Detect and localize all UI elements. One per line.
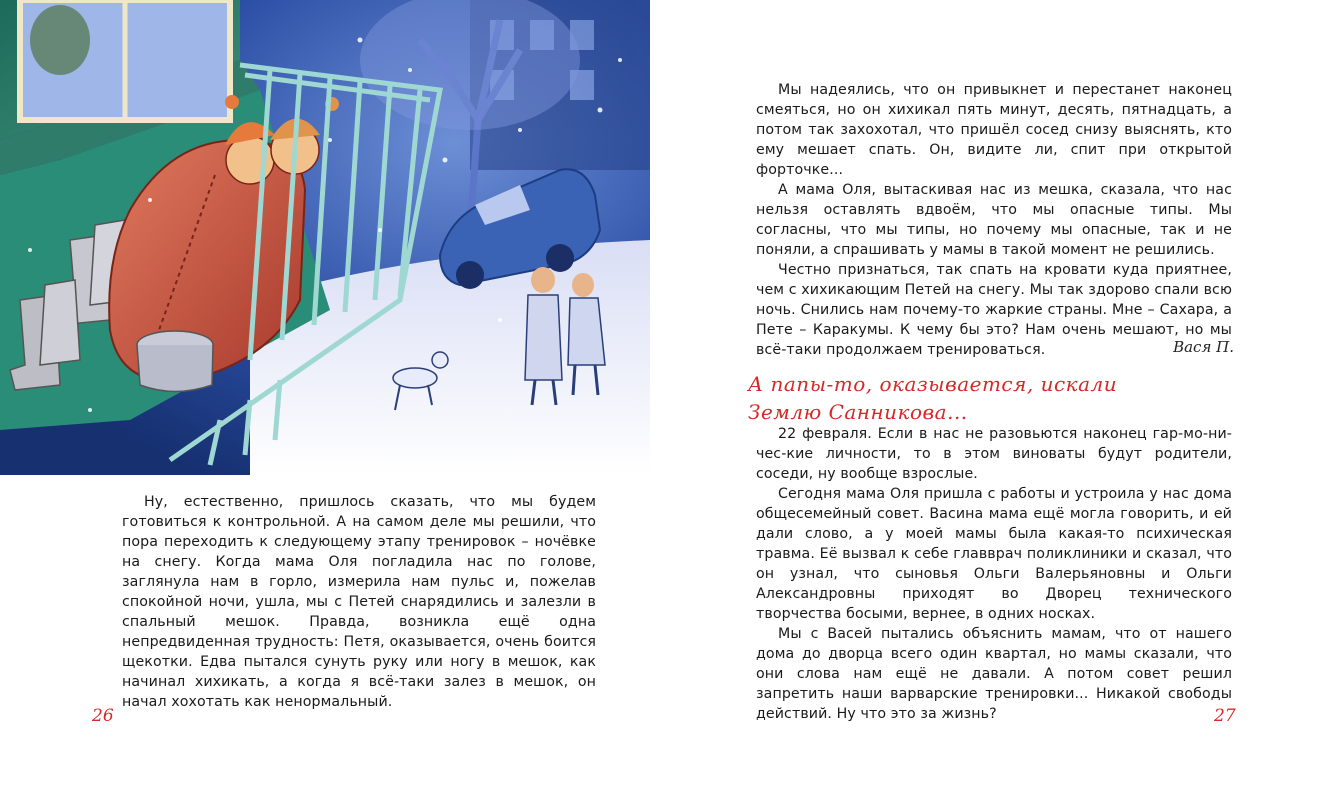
page-number-right: 27 <box>1214 706 1236 726</box>
left-page-text <box>122 492 596 712</box>
paragraph: Сегодня мама Оля пришла с работы и устроила у нас дома общесемейный совет. Васина мама ещё могла говорить, и ей дали слово, а у моей мамы была какая-то психическая травма. Её вызвал к себе главврач поликлиники и сказал, что он узнал, что сыновья Ольги Валерьяновны и Ольги Александровны приходят во Дворец технического творчества босыми, вернее, в одних носках. <box>756 486 1232 622</box>
page-number-left: 26 <box>92 706 114 726</box>
heading-line-2: Землю Санникова... <box>748 400 968 424</box>
right-page-text-top <box>756 80 1232 360</box>
signature: Вася П. <box>1173 338 1234 356</box>
paragraph: Мы с Васей пытались объяснить мамам, что от нашего дома до дворца всего один квартал, но мамы сказали, что они слова нам ещё не давали. А потом совет решил запретить наши варварские тренировки... Никакой свободы действий. Ну что это за жизнь? <box>756 626 1232 722</box>
paragraph: Честно признаться, так спать на кровати куда приятнее, чем с хихикающим Петей на снегу. Мы так здорово спали всю ночь. Снились нам почему-то жаркие страны. Мне – Сахара, а Пете – Каракумы. К чему бы это? Нам очень мешают, но мы всё-таки продолжаем тренироваться. <box>756 262 1232 358</box>
balcony-night-illustration <box>0 0 650 475</box>
left-paragraph: Ну, естественно, пришлось сказать, что мы будем готовиться к контрольной. А на самом деле мы решили, что пора переходить к следующему этапу тренировок – ночёвке на снегу. Когда мама Оля погладила нас по голове, заглянула нам в горло, измерила нам пульс и, пожелав спокойной ночи, ушла, мы с Петей снарядились и залезли в спальный мешок. Правда, возникла ещё одна непредвиденная трудность: Петя, оказывается, очень боится щекотки. Едва пытался сунуть руку или ногу в мешок, как начинал хихикать, а когда я всё-таки залез в мешок, он начал хохотать как ненормальный. <box>122 494 596 710</box>
paragraph: А мама Оля, вытаскивая нас из мешка, сказала, что нас нельзя оставлять вдвоём, что мы опасные типы. Мы согласны, что мы типы, но почему мы опасные, так и не поняли, а спрашивать у мамы в такой момент не решились. <box>756 182 1232 258</box>
right-page <box>664 0 1328 800</box>
heading-line-1: А папы-то, оказывается, искали <box>748 372 1118 396</box>
window <box>20 0 230 120</box>
paragraph: Мы надеялись, что он привыкнет и перестанет наконец смеяться, но он хихикал пять минут, десять, пятнадцать, а потом так захохотал, что пришёл сосед снизу выяснять, кто ему мешает спать. Он, видите ли, спит при открытой форточке... <box>756 82 1232 178</box>
paragraph: 22 февраля. Если в нас не разовьются наконец гар-мо-ни-чес-кие личности, то в этом виноваты будут родители, соседи, ну вообще взрослые. <box>756 426 1232 482</box>
right-page-text-bottom <box>756 424 1232 724</box>
pot <box>137 331 213 392</box>
section-heading <box>748 370 1218 426</box>
